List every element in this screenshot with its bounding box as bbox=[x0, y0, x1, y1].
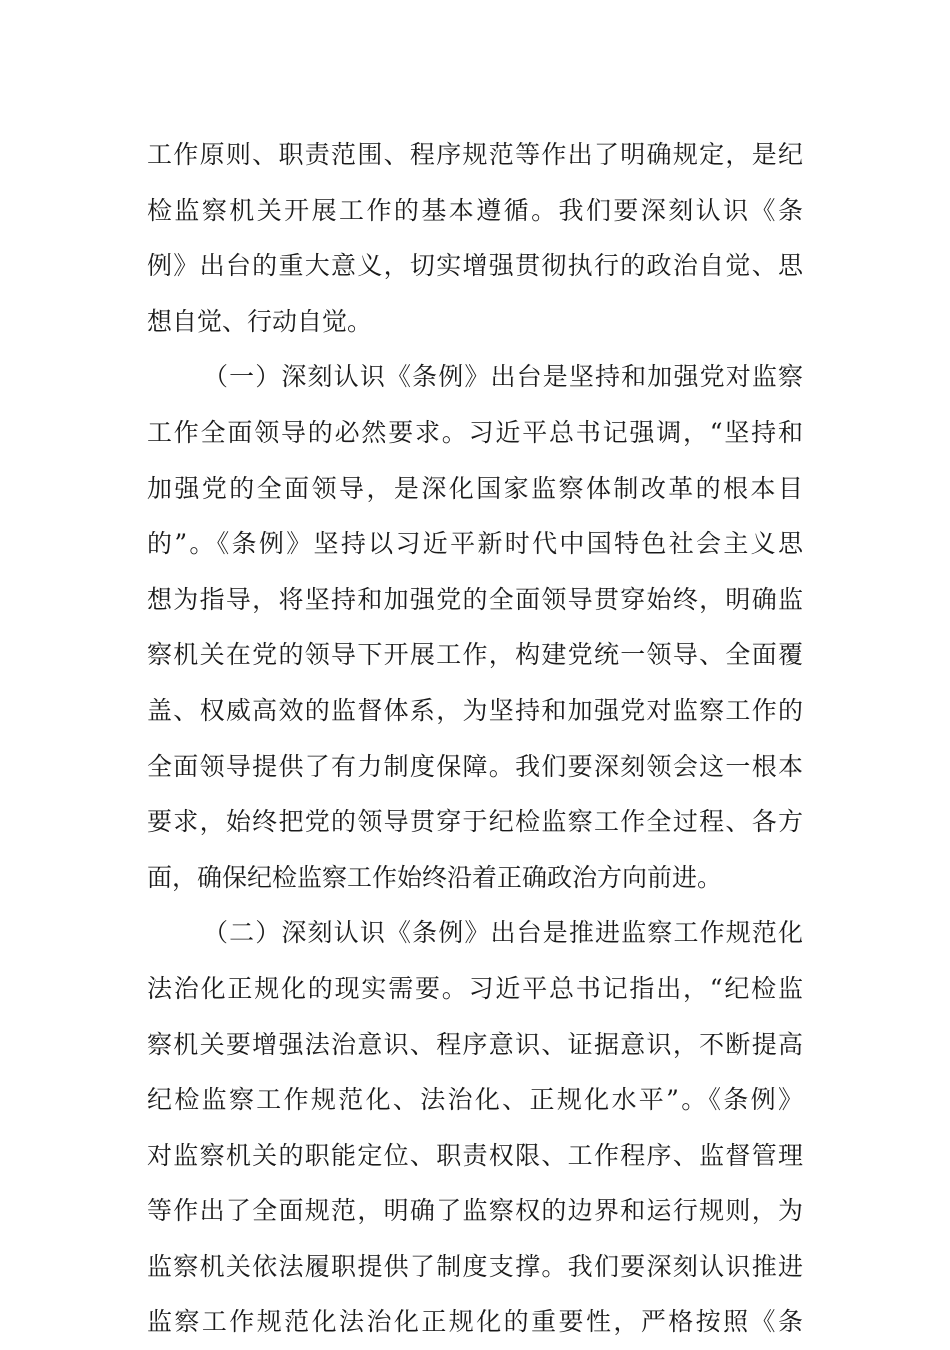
text-line: 监察工作规范化法治化正规化的重要性，严格按照《条 bbox=[147, 1307, 803, 1337]
text-line: 检监察机关开展工作的基本遵循。我们要深刻认识《条 bbox=[147, 195, 803, 225]
text-line: 对监察机关的职能定位、职责权限、工作程序、监督管理 bbox=[147, 1140, 803, 1170]
paragraph-1 bbox=[147, 127, 803, 349]
document-body bbox=[147, 127, 803, 1350]
text-line: 察机关在党的领导下开展工作，构建党统一领导、全面覆 bbox=[147, 640, 803, 670]
text-line: 监察机关依法履职提供了制度支撑。我们要深刻认识推进 bbox=[147, 1251, 803, 1281]
text-line: 的”。《条例》坚持以习近平新时代中国特色社会主义思 bbox=[147, 529, 803, 559]
text-line: 等作出了全面规范，明确了监察权的边界和运行规则，为 bbox=[147, 1196, 803, 1226]
text-line: 全面领导提供了有力制度保障。我们要深刻领会这一根本 bbox=[147, 751, 803, 781]
text-line: 面，确保纪检监察工作始终沿着正确政治方向前进。 bbox=[147, 862, 723, 892]
text-line: （二）深刻认识《条例》出台是推进监察工作规范化 bbox=[203, 918, 803, 948]
text-line: 察机关要增强法治意识、程序意识、证据意识，不断提高 bbox=[147, 1029, 803, 1059]
text-line: 法治化正规化的现实需要。习近平总书记指出，“纪检监 bbox=[147, 973, 803, 1003]
text-line: 例》出台的重大意义，切实增强贯彻执行的政治自觉、思 bbox=[147, 251, 803, 281]
text-line: 工作全面领导的必然要求。习近平总书记强调，“坚持和 bbox=[147, 417, 803, 447]
text-line: 加强党的全面领导，是深化国家监察体制改革的根本目 bbox=[147, 473, 803, 503]
text-line: （一）深刻认识《条例》出台是坚持和加强党对监察 bbox=[203, 362, 803, 392]
text-line: 要求，始终把党的领导贯穿于纪检监察工作全过程、各方 bbox=[147, 807, 803, 837]
paragraph-2 bbox=[147, 349, 803, 905]
text-line: 盖、权威高效的监督体系，为坚持和加强党对监察工作的 bbox=[147, 695, 803, 725]
text-line: 纪检监察工作规范化、法治化、正规化水平”。《条例》 bbox=[147, 1085, 803, 1115]
paragraph-3 bbox=[147, 905, 803, 1350]
text-line: 想为指导，将坚持和加强党的全面领导贯穿始终，明确监 bbox=[147, 584, 803, 614]
text-line: 工作原则、职责范围、程序规范等作出了明确规定，是纪 bbox=[147, 140, 803, 169]
text-line: 想自觉、行动自觉。 bbox=[147, 306, 373, 336]
